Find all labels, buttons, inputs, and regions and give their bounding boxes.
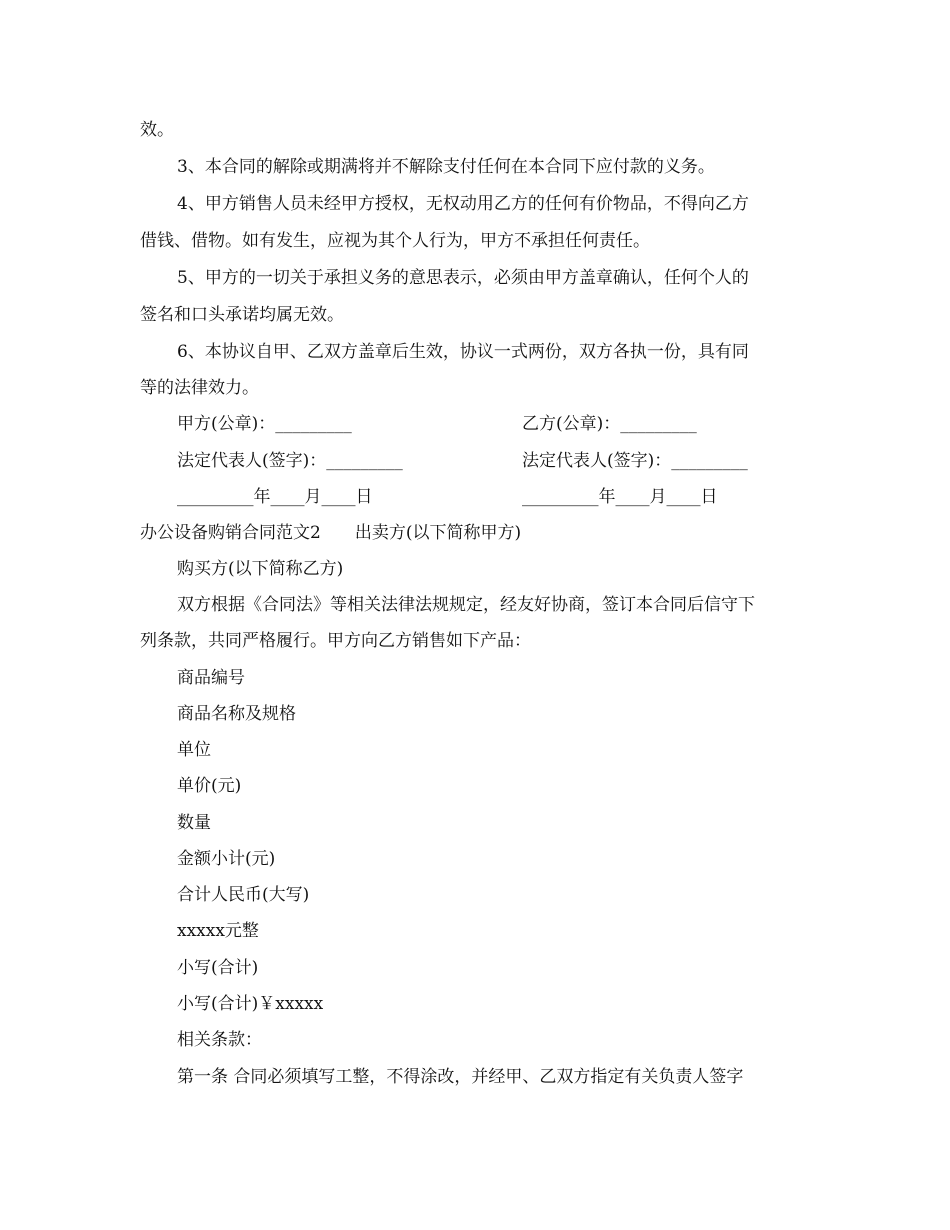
article-1: 第一条 合同必须填写工整，不得涂改，并经甲、乙双方指定有关负责人签字 (177, 1067, 744, 1087)
clause-6-line-1: 6、本协议自甲、乙双方盖章后生效，协议一式两份，双方各执一份，具有同 (177, 342, 749, 362)
party-a-date: _________年____月____日 (177, 487, 373, 507)
field-item: 商品名称及规格 (177, 704, 296, 724)
terms-label: 相关条款： (177, 1030, 262, 1050)
intro-line-2: 列条款，共同严格履行。甲方向乙方销售如下产品： (140, 631, 531, 651)
seller-label: 出卖方(以下简称甲方) (354, 523, 522, 543)
field-item: 小写(合计)￥xxxxx (177, 994, 324, 1014)
field-item: 金额小计(元) (177, 849, 276, 869)
clause-4-line-1: 4、甲方销售人员未经甲方授权，无权动用乙方的任何有价物品，不得向乙方 (177, 194, 749, 214)
intro-line-1: 双方根据《合同法》等相关法律法规规定，经友好协商，签订本合同后信守下 (177, 595, 755, 615)
clause-5-line-1: 5、甲方的一切关于承担义务的意思表示，必须由甲方盖章确认，任何个人的 (177, 268, 749, 288)
clause-4-line-2: 借钱、借物。如有发生，应视为其个人行为，甲方不承担任何责任。 (140, 231, 650, 251)
party-b-date: _________年____月____日 (522, 487, 718, 507)
party-a-representative: 法定代表人(签字)：_________ (177, 451, 403, 471)
party-a-seal: 甲方(公章)：_________ (177, 414, 352, 434)
sample-2-heading (140, 522, 521, 544)
field-item: xxxxx元整 (177, 921, 259, 941)
clause-5-line-2: 签名和口头承诺均属无效。 (140, 305, 344, 325)
field-item: 单价(元) (177, 776, 242, 796)
clause-continuation: 效。 (140, 120, 174, 140)
clause-3: 3、本合同的解除或期满将并不解除支付任何在本合同下应付款的义务。 (177, 157, 715, 177)
field-item: 商品编号 (177, 668, 245, 688)
field-item: 数量 (177, 813, 211, 833)
field-item: 单位 (177, 740, 211, 760)
party-b-seal: 乙方(公章)：_________ (522, 414, 697, 434)
field-item: 合计人民币(大写) (177, 885, 310, 905)
sample-2-title: 办公设备购销合同范文2 (140, 523, 321, 543)
buyer-label: 购买方(以下简称乙方) (177, 559, 344, 579)
party-b-representative: 法定代表人(签字)：_________ (522, 451, 748, 471)
clause-6-line-2: 等的法律效力。 (140, 378, 259, 398)
field-item: 小写(合计) (177, 958, 259, 978)
